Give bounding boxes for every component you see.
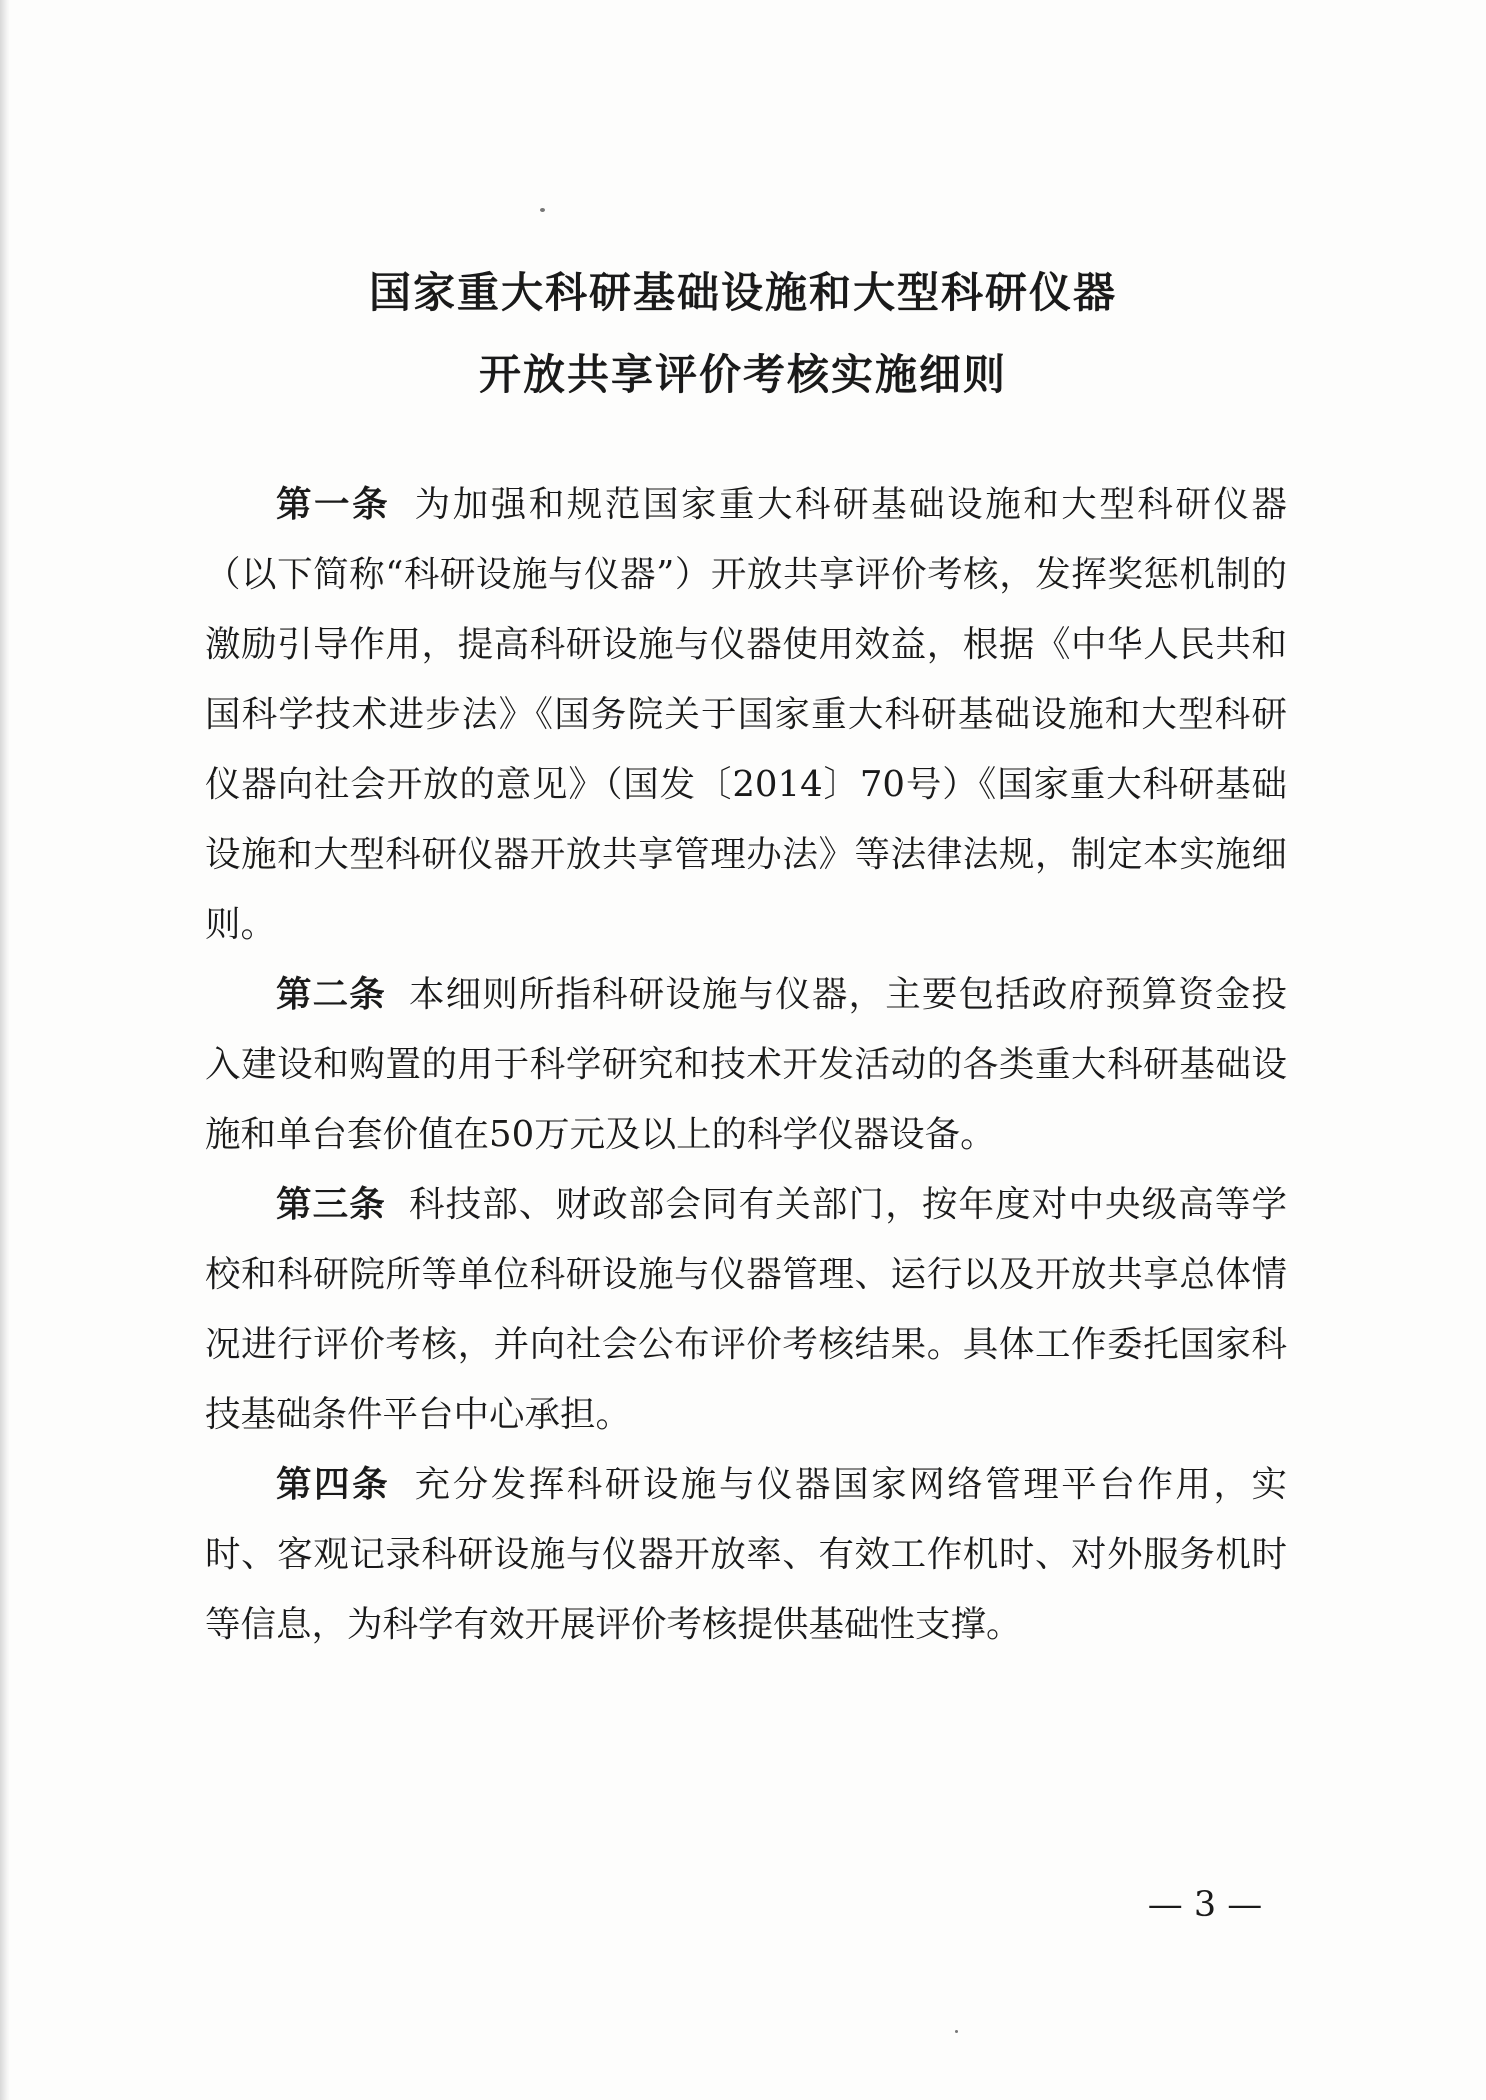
article-text: 科技部、财政部会同有关部门，按年度对中央级高等学校和科研院所等单位科研设施与仪器管理、运行以及开放共享总体情况进行评价考核，并向社会公布评价考核结果。具体工作委托国家科技基础条件平台中心承担。 (205, 1184, 1287, 1435)
article-3 (205, 1170, 1287, 1450)
article-text: 充分发挥科研设施与仪器国家网络管理平台作用，实时、客观记录科研设施与仪器开放率、有效工作机时、对外服务机时等信息，为科学有效开展评价考核提供基础性支撑。 (205, 1464, 1287, 1645)
document-body (205, 470, 1287, 1660)
scan-speck (955, 2030, 958, 2033)
page-number: — 3 — (1147, 1885, 1263, 1925)
article-1 (205, 470, 1287, 960)
scan-speck (540, 208, 545, 212)
article-label: 第二条 (276, 974, 386, 1015)
document-title (0, 252, 1486, 416)
article-text: 为加强和规范国家重大科研基础设施和大型科研仪器（以下简称“科研设施与仪器”）开放共享评价考核，发挥奖惩机制的激励引导作用，提高科研设施与仪器使用效益，根据《中华人民共和国科学技术进步法》《国务院关于国家重大科研基础设施和大型科研仪器向社会开放的意见》（国发〔2014〕70号）《国家重大科研基础设施和大型科研仪器开放共享管理办法》等法律法规，制定本实施细则。 (205, 484, 1287, 945)
article-label: 第三条 (276, 1184, 386, 1225)
article-label: 第四条 (276, 1464, 391, 1505)
article-label: 第一条 (276, 484, 391, 525)
article-2 (205, 960, 1287, 1170)
article-4 (205, 1450, 1287, 1660)
article-text: 本细则所指科研设施与仪器，主要包括政府预算资金投入建设和购置的用于科学研究和技术开发活动的各类重大科研基础设施和单台套价值在50万元及以上的科学仪器设备。 (205, 974, 1287, 1155)
title-line-1: 国家重大科研基础设施和大型科研仪器 (368, 268, 1117, 317)
title-line-2: 开放共享评价考核实施细则 (478, 350, 1007, 399)
